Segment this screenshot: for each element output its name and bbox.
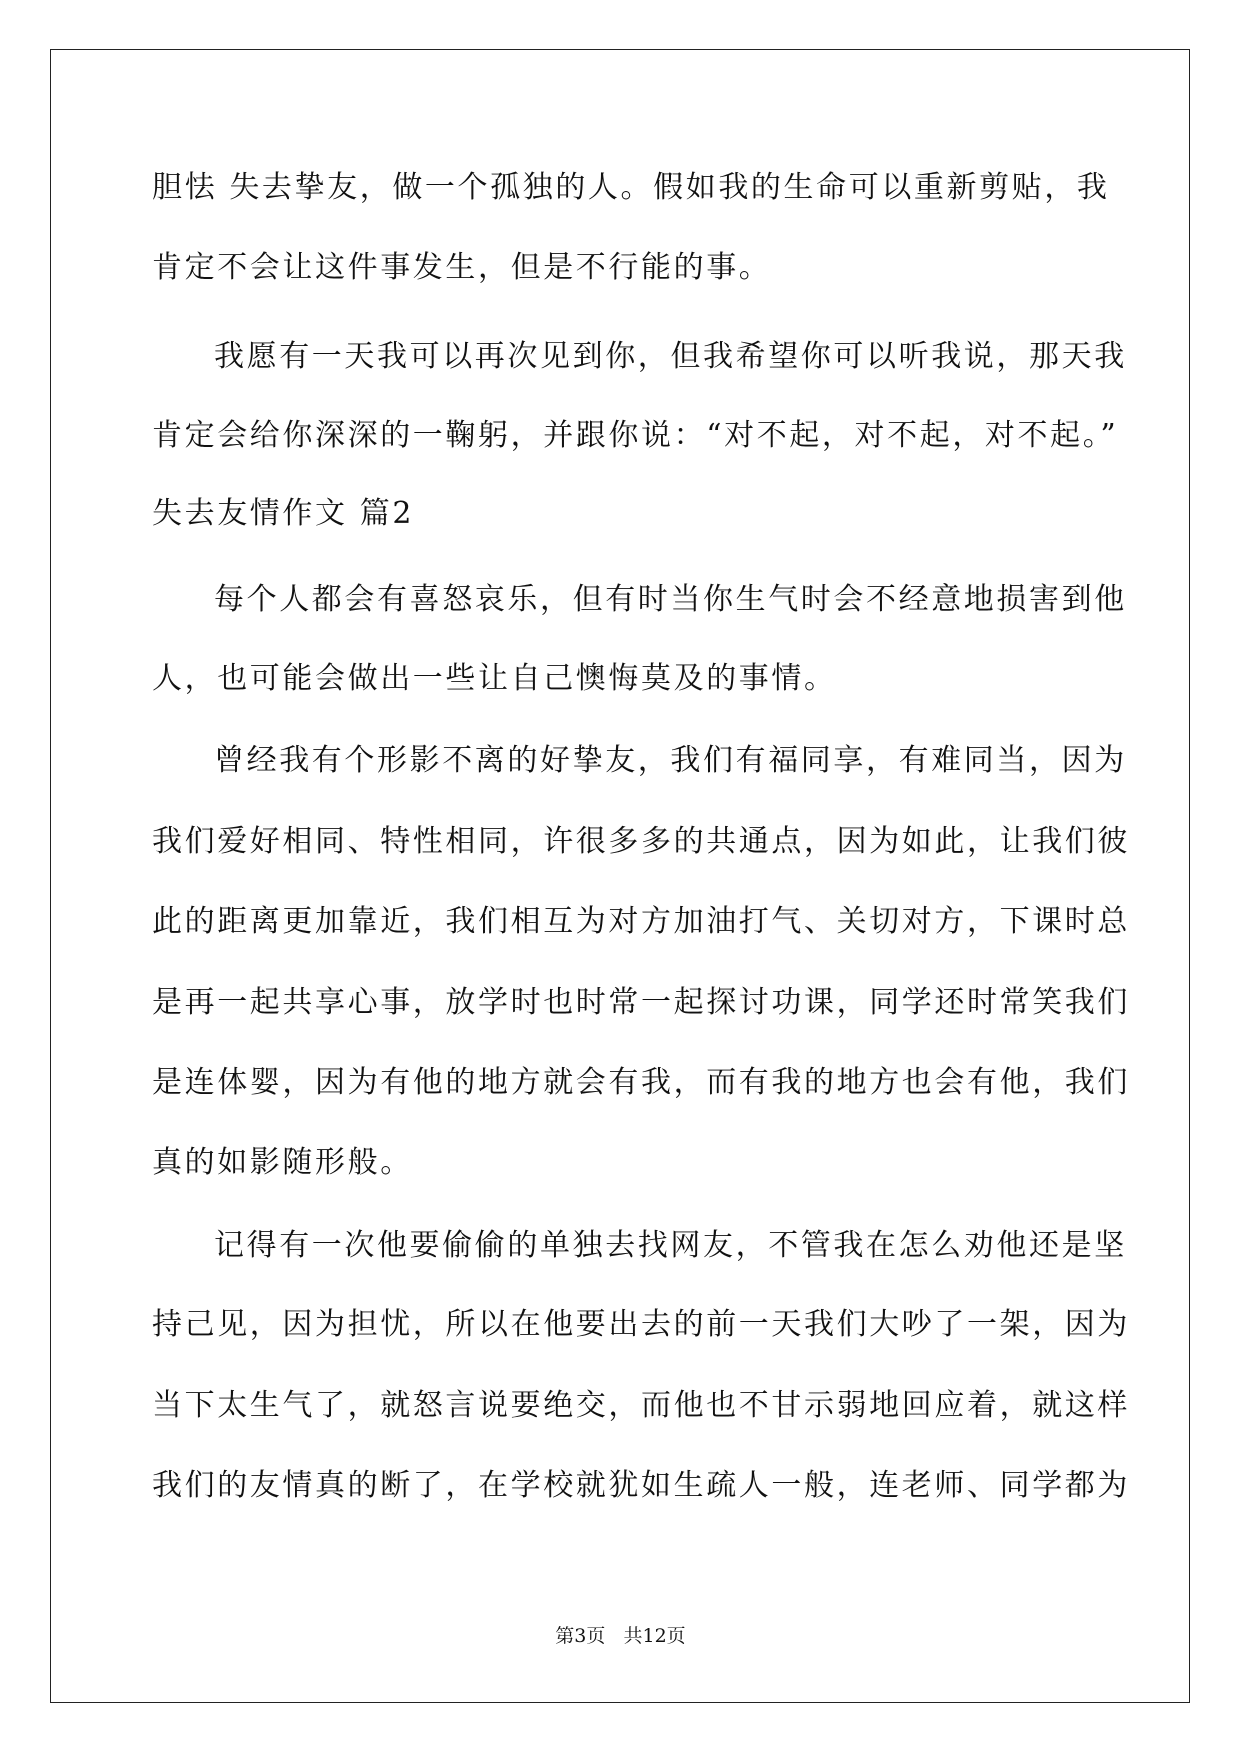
- paragraph-start-line: 我愿有一天我可以再次见到你，但我希望你可以听我说，那天我: [214, 339, 1127, 374]
- text-line: 此的距离更加靠近，我们相互为对方加油打气、关切对方，下课时总: [152, 904, 1130, 939]
- text-line: 是再一起共享心事，放学时也时常一起探讨功课，同学还时常笑我们: [152, 985, 1130, 1020]
- text-line: 我们爱好相同、特性相同，许很多多的共通点，因为如此，让我们彼: [152, 824, 1130, 859]
- text-line: 人，也可能会做出一些让自己懊悔莫及的事情。: [152, 661, 837, 696]
- paragraph-start-line: 曾经我有个形影不离的好挚友，我们有福同享，有难同当，因为: [214, 743, 1127, 778]
- text-line: 胆怯 失去挚友，做一个孤独的人。假如我的生命可以重新剪贴，我: [152, 170, 1110, 205]
- text-line: 肯定不会让这件事发生，但是不行能的事。: [152, 250, 772, 285]
- text-line: 持己见，因为担忧，所以在他要出去的前一天我们大吵了一架，因为: [152, 1307, 1130, 1342]
- text-line: 真的如影随形般。: [152, 1145, 413, 1180]
- text-line: 当下太生气了，就怒言说要绝交，而他也不甘示弱地回应着，就这样: [152, 1388, 1130, 1423]
- paragraph-start-line: 每个人都会有喜怒哀乐，但有时当你生气时会不经意地损害到他: [214, 582, 1127, 617]
- text-line: 是连体婴，因为有他的地方就会有我，而有我的地方也会有他，我们: [152, 1065, 1130, 1100]
- paragraph-start-line: 记得有一次他要偷偷的单独去找网友，不管我在怎么劝他还是坚: [214, 1228, 1127, 1263]
- page-frame: [50, 49, 1190, 1703]
- page-number-footer: 第3页 共12页: [555, 1625, 686, 1647]
- text-line: 我们的友情真的断了，在学校就犹如生疏人一般，连老师、同学都为: [152, 1468, 1130, 1503]
- section-heading: 失去友情作文 篇2: [152, 496, 415, 531]
- text-line: 肯定会给你深深的一鞠躬，并跟你说：“对不起，对不起，对不起。”: [152, 418, 1119, 453]
